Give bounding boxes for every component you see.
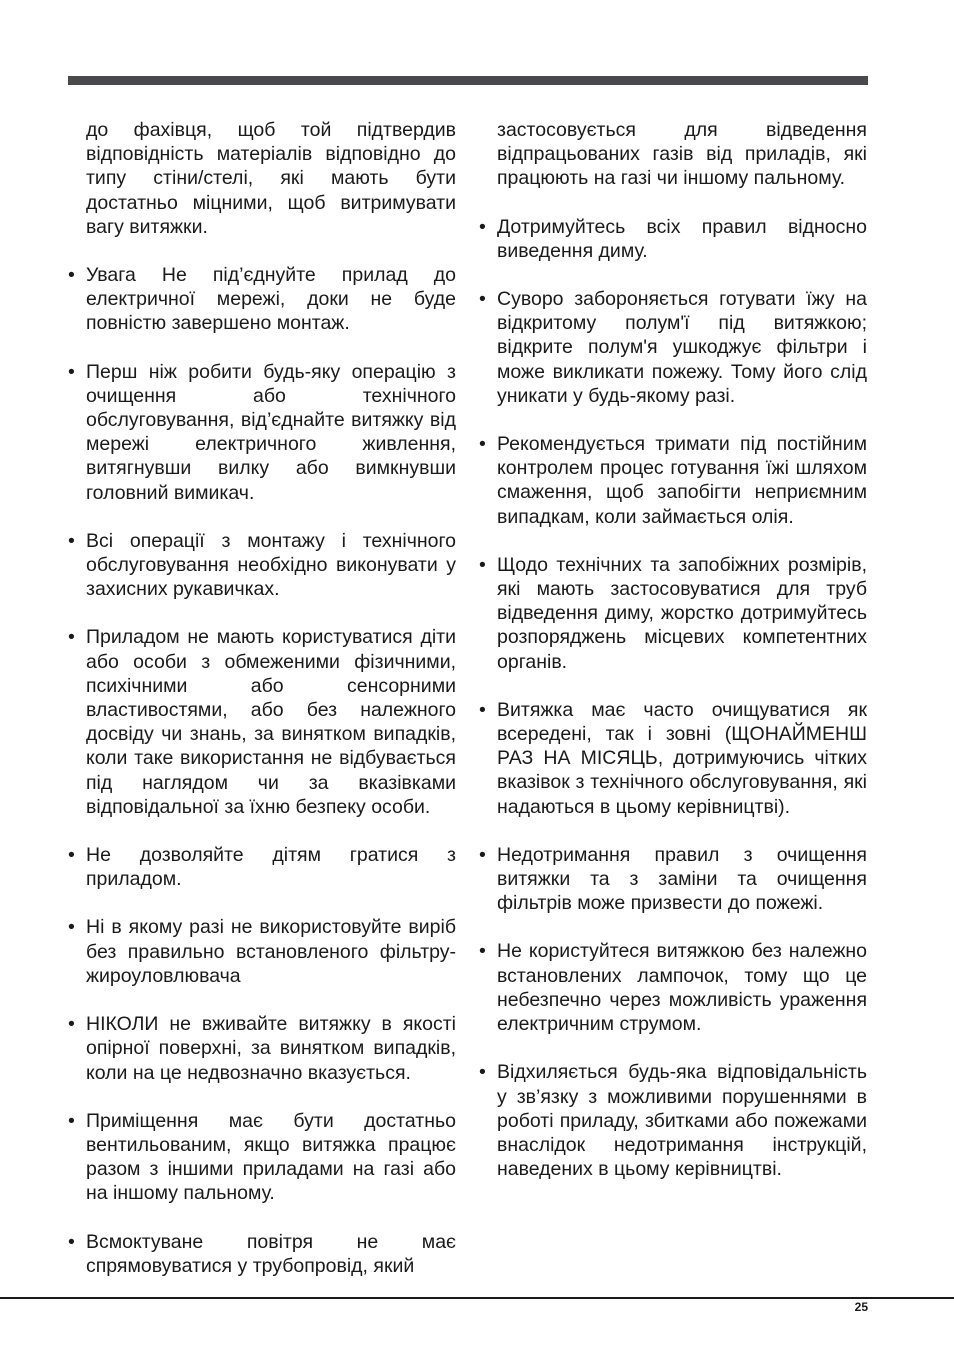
bullet-item: • Дотримуйтесь всіх правил відносно виведення диму. xyxy=(479,215,867,263)
bullet-item: • Всі операції з монтажу і технічного обслуговування необхідно виконувати у захисних рукавичках. xyxy=(68,529,456,602)
bullet-item: • Рекомендується тримати під постійним контролем процес готування їжі шляхом смаження, щоб запобігти неприємним випадкам, коли займається олія. xyxy=(479,432,867,529)
footer-rule xyxy=(0,1297,954,1299)
bullet-item: • Приладом не мають користуватися діти або особи з обмеженими фізичними, психічними або сенсорними властивостями, або без належного досвіду чи знань, за винятком випадків, коли таке використання не відбувається під наглядом чи за вказівками відповідальної за їхню безпеку особи. xyxy=(68,625,456,819)
page-number: 25 xyxy=(854,1300,868,1314)
right-column xyxy=(479,118,867,1205)
bullet-item: • Витяжка має часто очищуватися як всередені, так і зовні (ЩОНАЙМЕНШ РАЗ НА МІСЯЦЬ, дотримуючись чітких вказівок з технічного обслуговування, які надаються в цьому керівництві). xyxy=(479,698,867,819)
bullet-item: • Недотримання правил з очищення витяжки та з заміни та очищення фільтрів може призвести до пожежі. xyxy=(479,843,867,916)
left-column xyxy=(68,118,456,1302)
bullet-item: • Щодо технічних та запобіжних розмірів, які мають застосовуватися для труб відведення диму, жорстко дотримуйтесь розпоряджень місцевих компетентних органів. xyxy=(479,553,867,674)
bullet-item: • Перш ніж робити будь-яку операцію з очищення або технічного обслуговування, від’єднайте витяжку від мережі електричного живлення, витягнувши вилку або вимкнувши головний вимикач. xyxy=(68,360,456,505)
paragraph: до фахівця, щоб той підтвердив відповідність матеріалів відповідно до типу стіни/стелі, які мають бути достатньо міцними, щоб витримувати вагу витяжки. xyxy=(86,119,456,238)
bullet-item: • Не дозволяйте дітям гратися з приладом. xyxy=(68,843,456,891)
bullet-item: • Не користуйтеся витяжкою без належно встановлених лампочок, тому що це небезпечно через можливість ураження електричним струмом. xyxy=(479,939,867,1036)
bullet-item: • Відхиляється будь-яка відповідальність у зв’язку з можливими порушеннями в роботі приладу, збитками або пожежами внаслідок недотримання інструкцій, наведених в цьому керівництві. xyxy=(479,1060,867,1181)
paragraph: застосовується для відведення відпрацьованих газів від приладів, які працюють на газі чи іншому пальному. xyxy=(497,119,867,190)
bullet-item: • Всмоктуване повітря не має спрямовуватися у трубопровід, який xyxy=(68,1230,456,1278)
bullet-item: • Приміщення має бути достатньо вентильованим, якщо витяжка працює разом з іншими приладами на газі або на іншому пальному. xyxy=(68,1109,456,1206)
bullet-item: • Увага Не під’єднуйте прилад до електричної мережі, доки не буде повністю завершено монтаж. xyxy=(68,263,456,336)
bullet-item: • Суворо забороняється готувати їжу на відкритому полум'ї під витяжкою; відкрите полум'я ушкоджує фільтри і може викликати пожежу. Тому його слід уникати у будь-якому разі. xyxy=(479,287,867,408)
bullet-item: • НІКОЛИ не вживайте витяжку в якості опірної поверхні, за винятком випадків, коли на це недвозначно вказується. xyxy=(68,1012,456,1085)
header-bar xyxy=(68,76,868,85)
bullet-item: • Ні в якому разі не використовуйте виріб без правильно встановленого фільтру-жироуловлювача xyxy=(68,915,456,988)
